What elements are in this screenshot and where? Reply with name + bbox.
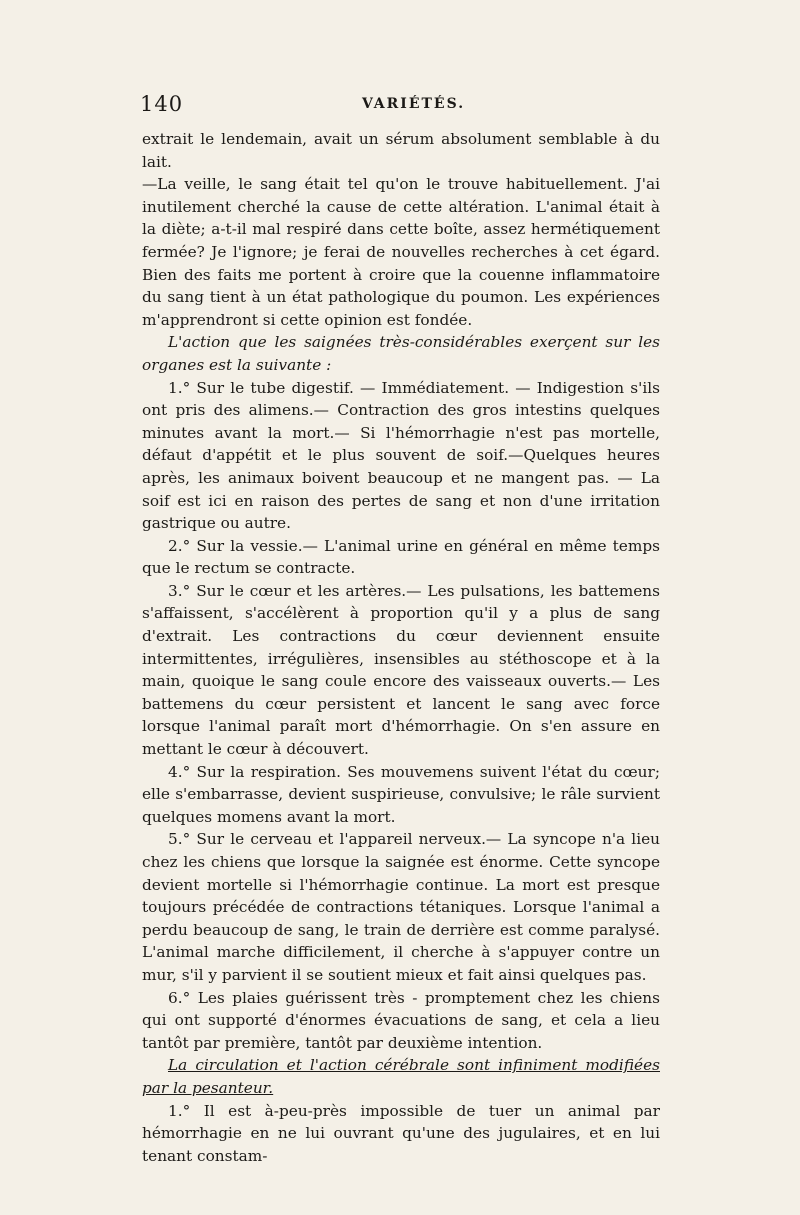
paragraph: 5.° Sur le cerveau et l'appareil nerveux.— La syncope n'a lieu chez les chiens que lorsque la saignée est énorme. Cette syncope devient mortelle si l'hémorrhagie continue. La mort est presque toujours précédée de contractions tétaniques. Lorsque l'animal a perdu beaucoup de sang, le train de derrière est comme paralysé. L'animal marche difficilement, il cherche à s'appuyer contre un mur, s'il y parvient il se soutient mieux et fait ainsi quelques pas. bbox=[142, 830, 660, 984]
running-head: VARIÉTÉS. bbox=[362, 96, 466, 112]
page-number: 140 bbox=[140, 92, 184, 116]
paragraph: 3.° Sur le cœur et les artères.— Les pulsations, les battemens s'affaissent, s'accélèrent à proportion qu'il y a plus de sang d'extrait. Les contractions du cœur deviennent ensuite intermittentes, irrégulières, insensibles au stéthoscope et à la main, quoique le sang coule encore des vaisseaux ouverts.— Les battemens du cœur persistent et lancent le sang avec force lorsque l'animal paraît mort d'hémorrhagie. On s'en assure en mettant le cœur à découvert. bbox=[142, 581, 660, 759]
section-heading: La circulation et l'action cérébrale sont infiniment modifiées par la pesanteur. bbox=[142, 1056, 660, 1097]
paragraph: 4.° Sur la respiration. Ses mouvemens suivent l'état du cœur; elle s'embarrasse, devient suspirieuse, convulsive; le râle survient quelques momens avant la mort. bbox=[142, 762, 660, 826]
paragraph: 1.° Il est à-peu-près impossible de tuer un animal par hémorrhagie en ne lui ouvrant qu'une des jugulaires, et en lui tenant constam- bbox=[142, 1101, 660, 1165]
paragraph: 6.° Les plaies guérissent très - promptement chez les chiens qui ont supporté d'énormes évacuations de sang, et cela a lieu tantôt par première, tantôt par deuxième intention. bbox=[142, 988, 660, 1052]
section-heading: L'action que les saignées très-considérables exerçent sur les organes est la suivante : bbox=[142, 333, 660, 374]
paragraph: 1.° Sur le tube digestif. — Immédiatement. — Indigestion s'ils ont pris des alimens.— Contraction des gros intestins quelques minutes avant la mort.— Si l'hémorrhagie n'est pas mortelle, défaut d'appétit et le plus souvent de soif.—Quelques heures après, les animaux boivent beaucoup et ne mangent pas. — La soif est ici en raison des pertes de sang et non d'une irritation gastrique ou autre. bbox=[142, 378, 660, 533]
body-text bbox=[142, 128, 660, 1167]
paragraph: extrait le lendemain, avait un sérum absolument semblable à du lait. bbox=[142, 130, 660, 171]
page-header bbox=[140, 90, 660, 120]
paragraph: —La veille, le sang était tel qu'on le trouve habituellement. J'ai inutilement cherché la cause de cette altération. L'animal était à la diète; a-t-il mal respiré dans cette boîte, assez hermétiquement fermée? Je l'ignore; je ferai de nouvelles recherches à cet égard. Bien des faits me portent à croire que la couenne inflammatoire du sang tient à un état pathologique du poumon. Les expériences m'apprendront si cette opinion est fondée. bbox=[142, 175, 660, 329]
paragraph: 2.° Sur la vessie.— L'animal urine en général en même temps que le rectum se contracte. bbox=[142, 536, 660, 578]
